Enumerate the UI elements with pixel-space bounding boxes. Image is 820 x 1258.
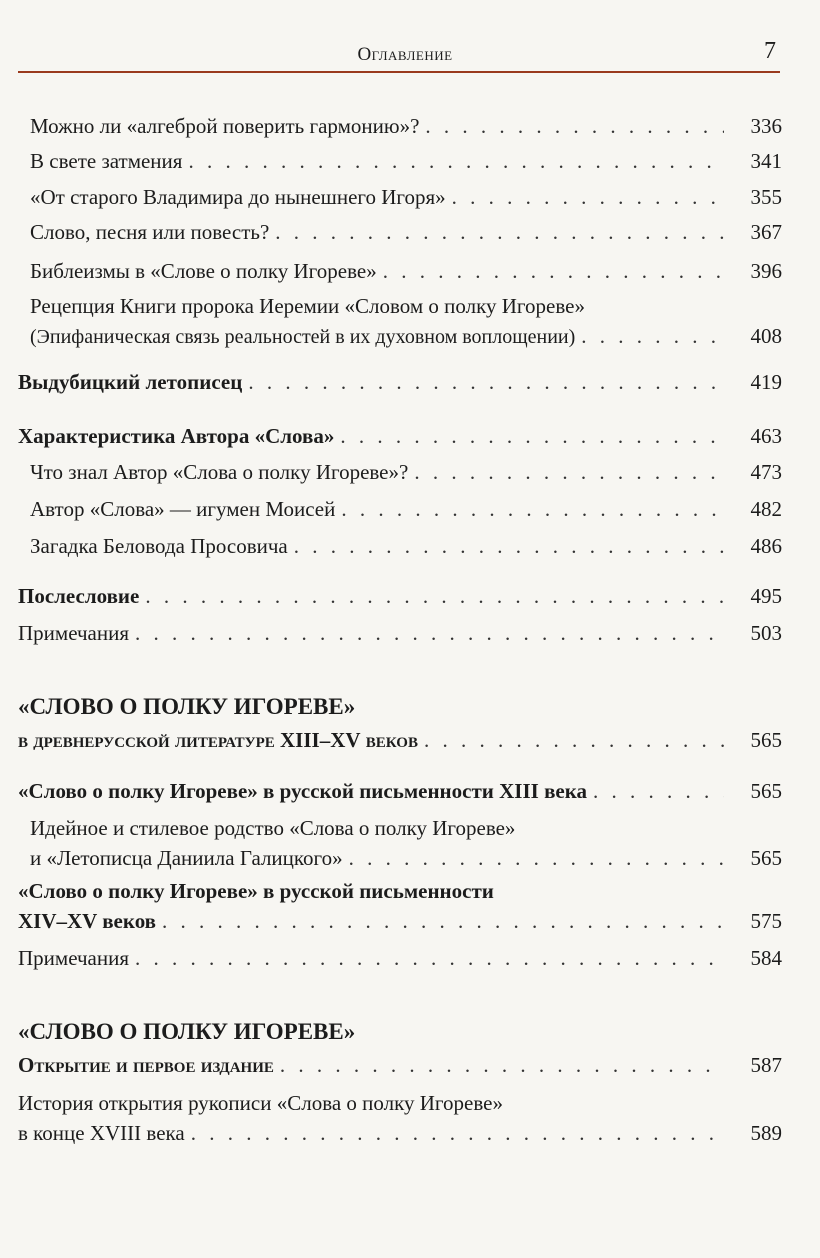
toc-entry[interactable]	[0, 725, 820, 755]
page-number: 7	[764, 38, 776, 64]
toc-entry-title-line: Идейное и стилевое родство «Слова о полку Игореве»	[30, 816, 516, 840]
toc-entry-title: Что знал Автор «Слова о полку Игореве»?	[30, 460, 409, 484]
toc-entry-page: 367	[750, 220, 782, 244]
leader-dots	[425, 111, 724, 141]
toc-entry[interactable]	[0, 581, 820, 611]
leader-dots	[593, 776, 724, 806]
leader-dots	[145, 581, 724, 611]
toc-entry-page: 408	[750, 324, 782, 348]
toc-entry-title: Послесловие	[18, 584, 140, 608]
leader-dots	[188, 146, 724, 176]
toc-entry[interactable]	[0, 494, 820, 524]
part-subtitle	[18, 725, 418, 755]
toc-entry-page: 587	[750, 1053, 782, 1077]
toc-entry-page: 355	[750, 185, 782, 209]
header-rule	[18, 71, 780, 73]
toc-entry-page: 473	[750, 460, 782, 484]
toc-entry-page: 503	[750, 621, 782, 645]
toc-entry-page: 575	[750, 909, 782, 933]
toc-entry[interactable]	[0, 182, 820, 212]
toc-entry-title: «От старого Владимира до нынешнего Игоря»	[30, 185, 446, 209]
toc-entry-page: 495	[750, 584, 782, 608]
toc-entry[interactable]	[0, 943, 820, 973]
toc-entry-page: 336	[750, 114, 782, 138]
toc-entry-title: Примечания	[18, 946, 130, 970]
toc-entry[interactable]	[0, 618, 820, 648]
toc-entry[interactable]	[0, 1050, 820, 1080]
toc-entry[interactable]	[0, 776, 820, 806]
part-title: «СЛОВО О ПОЛКУ ИГОРЕВЕ»	[18, 1019, 356, 1044]
toc-entry[interactable]	[0, 813, 820, 873]
leader-dots	[162, 906, 724, 936]
part-title: «СЛОВО О ПОЛКУ ИГОРЕВЕ»	[18, 694, 356, 719]
leader-dots	[135, 943, 724, 973]
toc-entry-title: Характеристика Автора «Слова»	[18, 424, 335, 448]
toc-entry[interactable]	[0, 367, 820, 397]
toc-entry-title: В свете затмения	[30, 149, 183, 173]
toc-entry[interactable]	[0, 531, 820, 561]
toc-entry-page: 565	[750, 779, 782, 803]
toc-entry[interactable]	[0, 876, 820, 936]
leader-dots	[341, 494, 724, 524]
toc-entry[interactable]	[0, 217, 820, 247]
running-header: Оглавление	[357, 44, 453, 65]
toc-entry-page: 565	[750, 728, 782, 752]
toc-entry-title: в конце XVIII века	[18, 1121, 185, 1145]
toc-entry[interactable]	[0, 1088, 820, 1148]
toc-entry-title: Автор «Слова» — игумен Моисей	[30, 497, 336, 521]
toc-entry-title: Библеизмы в «Слове о полку Игореве»	[30, 259, 377, 283]
toc-entry[interactable]	[0, 111, 820, 141]
part-subtitle: Открытие и первое издание	[18, 1053, 274, 1077]
leader-dots	[294, 531, 724, 561]
toc-entry-title: Можно ли «алгеброй поверить гармонию»?	[30, 114, 420, 138]
leader-dots	[414, 457, 724, 487]
toc-entry-title-line: Рецепция Книги пророка Иеремии «Словом о полку Игореве»	[30, 294, 585, 318]
leader-dots	[581, 321, 724, 351]
toc-entry-page: 419	[750, 370, 782, 394]
toc-entry-page: 565	[750, 846, 782, 870]
leader-dots	[280, 1050, 724, 1080]
leader-dots	[424, 725, 724, 755]
part-subtitle-centuries: XIII–XV	[280, 728, 361, 752]
toc-entry-title: Загадка Беловода Просовича	[30, 534, 288, 558]
leader-dots	[275, 217, 724, 247]
toc-entry-title: (Эпифаническая связь реальностей в их духовном воплощении)	[30, 326, 576, 348]
toc-entry-page: 482	[750, 497, 782, 521]
toc-entry[interactable]	[0, 421, 820, 451]
leader-dots	[383, 256, 724, 286]
toc-entry-page: 584	[750, 946, 782, 970]
toc-entry-page: 463	[750, 424, 782, 448]
toc-entry-title: и «Летописца Даниила Галицкого»	[30, 846, 343, 870]
toc-entry-title: Слово, песня или повесть?	[30, 220, 270, 244]
leader-dots	[135, 618, 724, 648]
toc-entry-title-line: История открытия рукописи «Слова о полку Игореве»	[18, 1091, 503, 1115]
toc-entry-page: 486	[750, 534, 782, 558]
part-subtitle-text: в древнерусской литературе	[18, 728, 281, 752]
toc-entry-title-line: «Слово о полку Игореве» в русской письменности	[18, 879, 494, 903]
toc-entry-title: Примечания	[18, 621, 130, 645]
leader-dots	[452, 182, 724, 212]
toc-entry-title: Выдубицкий летописец	[18, 370, 243, 394]
toc-entry-page: 589	[750, 1121, 782, 1145]
toc-entry[interactable]	[0, 256, 820, 286]
leader-dots	[349, 843, 724, 873]
leader-dots	[248, 367, 724, 397]
part-subtitle-text-end: веков	[360, 728, 418, 752]
toc-entry[interactable]	[0, 146, 820, 176]
toc-entry[interactable]	[0, 291, 820, 352]
toc-entry-page: 341	[750, 149, 782, 173]
toc-entry-page: 396	[750, 259, 782, 283]
leader-dots	[191, 1118, 724, 1148]
toc-entry[interactable]	[0, 457, 820, 487]
leader-dots	[340, 421, 724, 451]
toc-entry-title: XIV–XV веков	[18, 909, 157, 933]
toc-entry-title: «Слово о полку Игореве» в русской письменности XIII века	[18, 779, 588, 803]
